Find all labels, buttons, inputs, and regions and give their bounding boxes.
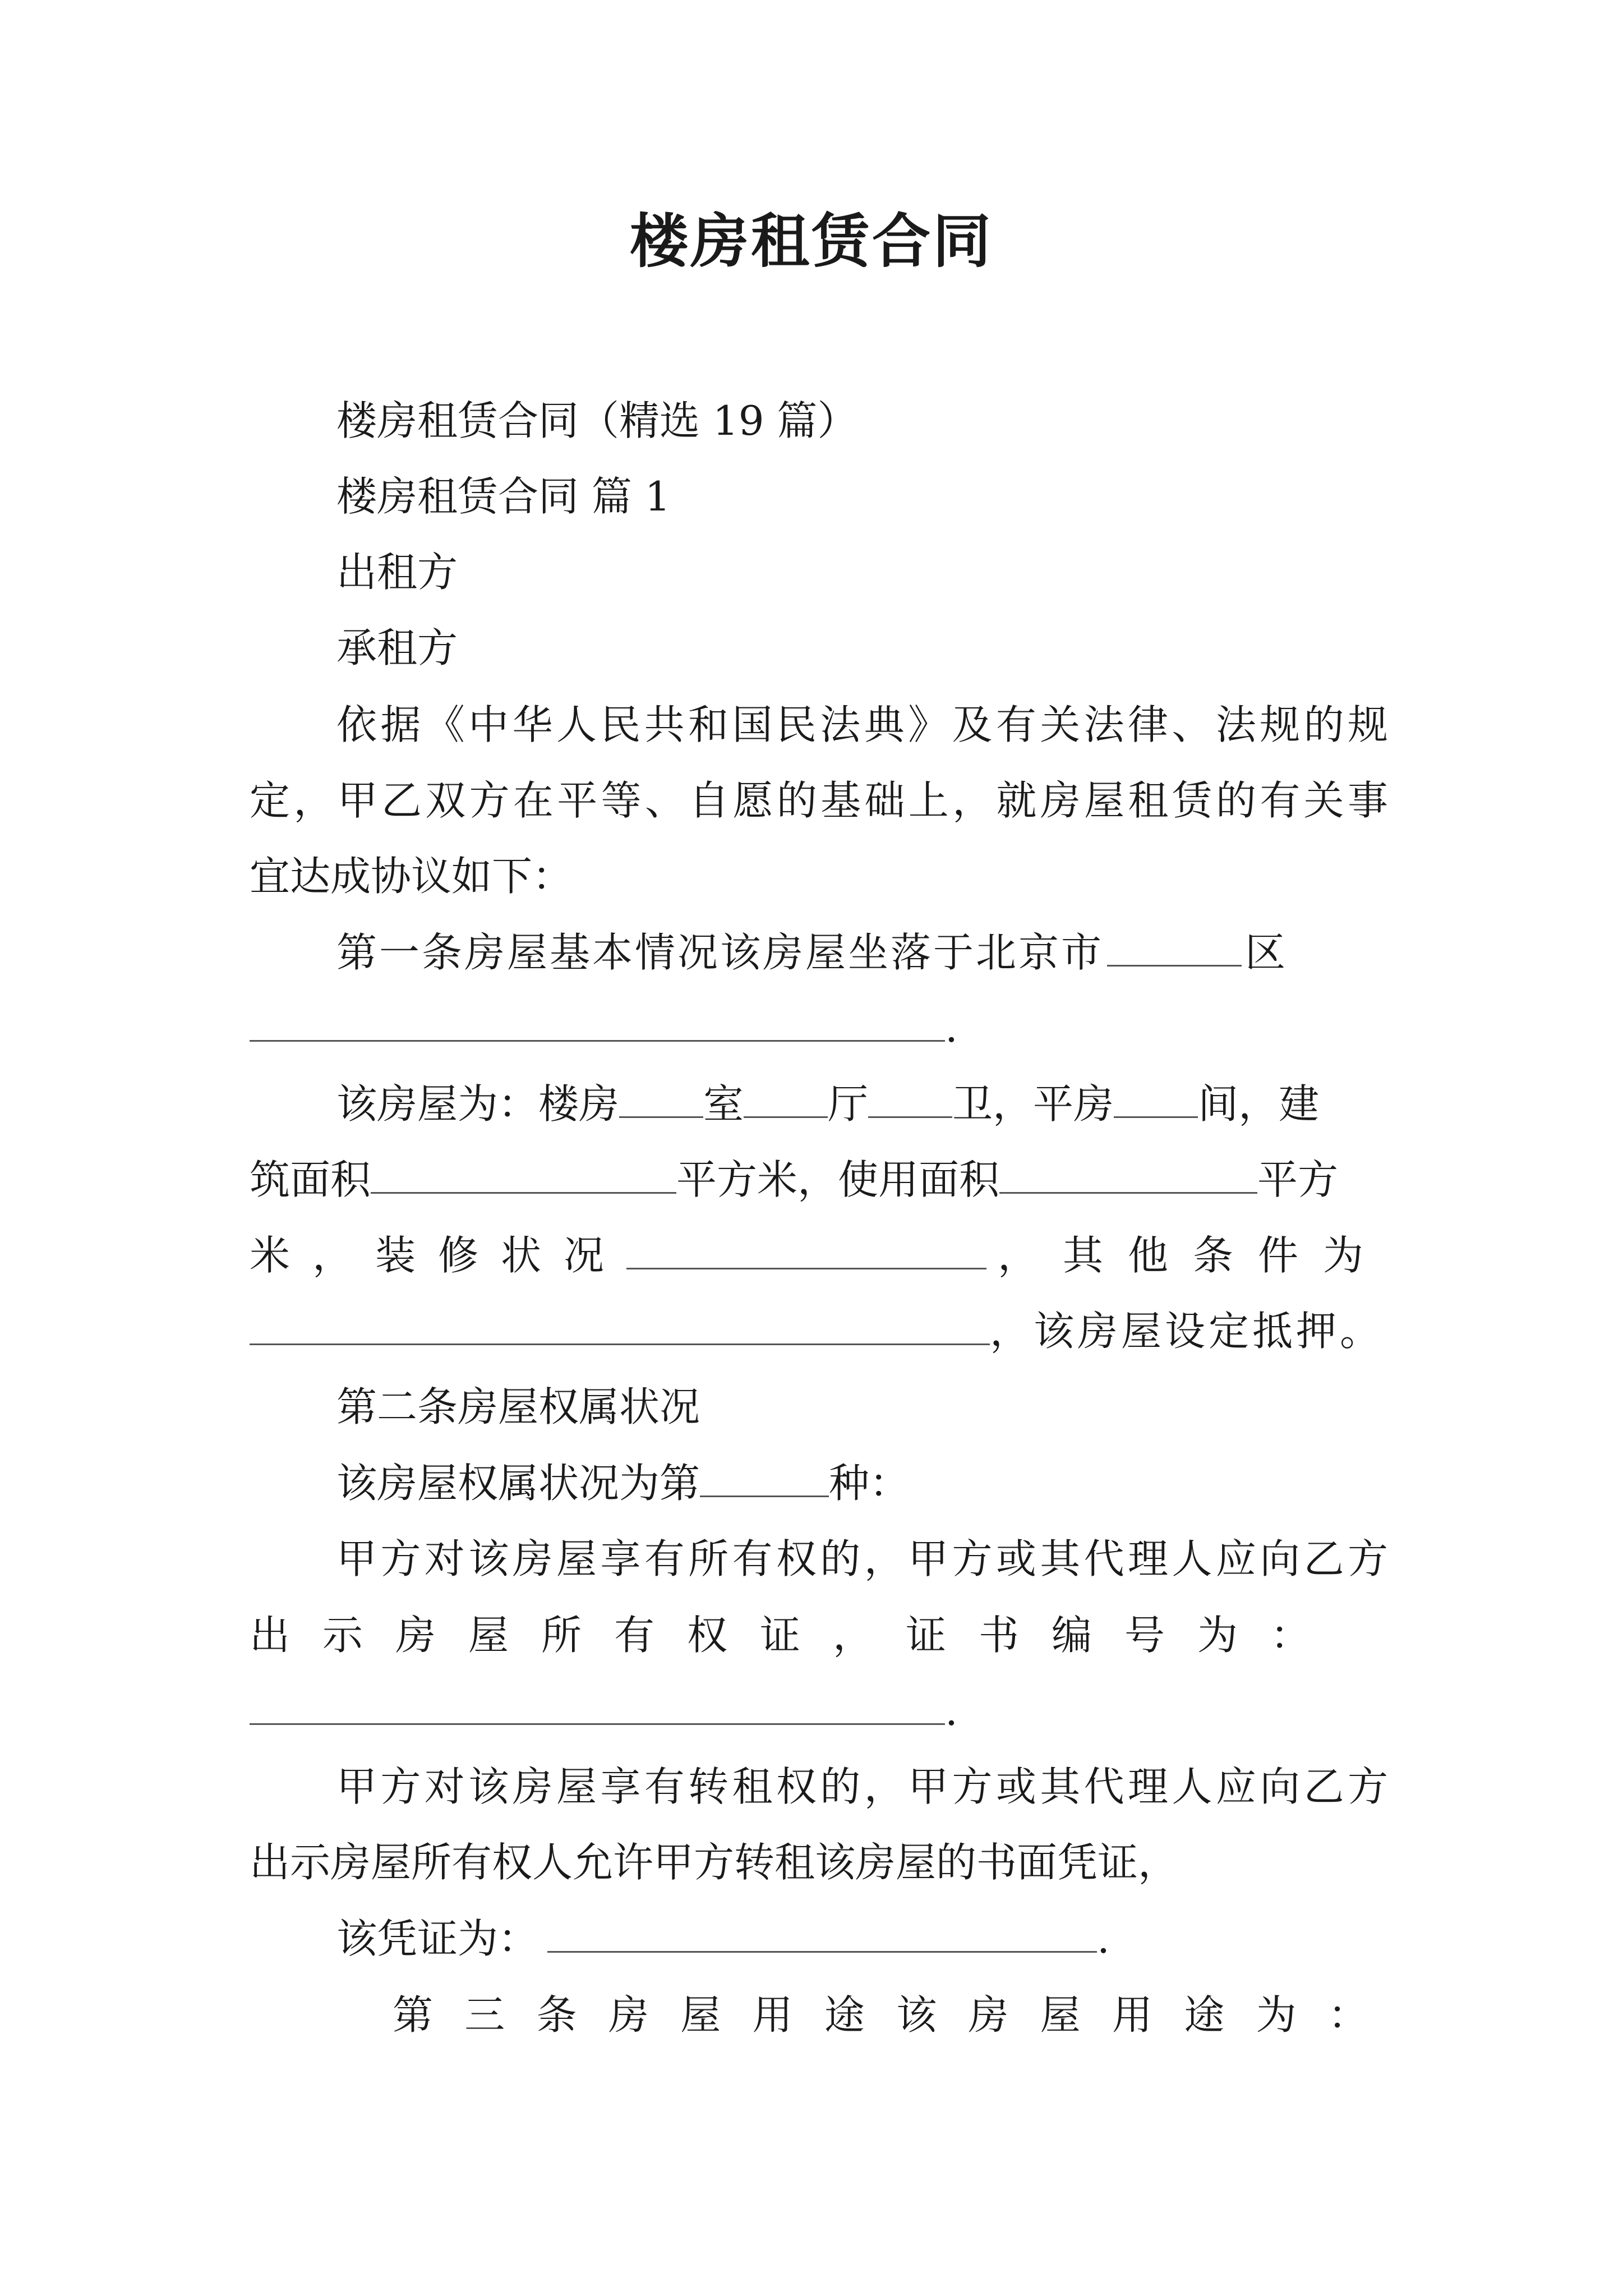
ownership-type-line bbox=[336, 1450, 1475, 1517]
decoration-line bbox=[250, 1222, 1388, 1289]
baths-blank bbox=[868, 1077, 952, 1118]
voucher-blank bbox=[547, 1912, 1097, 1953]
rooms-blank bbox=[619, 1077, 703, 1118]
paragraph-line: 甲方对该房屋享有转租权的，甲方或其代理人应向乙方 bbox=[336, 1763, 1388, 1810]
article-3-char: 屋 bbox=[680, 1991, 721, 2039]
square-meter-label: 平方 bbox=[1257, 1156, 1339, 1203]
building-area-blank bbox=[371, 1153, 676, 1194]
paragraph-line: 依据《中华人民共和国民法典》及有关法律、法规的规 bbox=[336, 701, 1388, 748]
certificate-end-dot: . bbox=[945, 1687, 958, 1734]
ownership-type-blank bbox=[700, 1456, 829, 1497]
article-3-char: 为 bbox=[1256, 1991, 1297, 2039]
article-3-char: 房 bbox=[608, 1991, 649, 2039]
article-3-char: 途 bbox=[824, 1991, 865, 2039]
article-3-char: ： bbox=[1327, 1991, 1368, 2039]
article-3-line bbox=[393, 1981, 1368, 2049]
certificate-number-blank bbox=[250, 1684, 945, 1725]
voucher-line bbox=[336, 1905, 1475, 1972]
article-3-char: 房 bbox=[968, 1991, 1009, 2039]
article-2-heading: 第二条房屋权属状况 bbox=[336, 1383, 700, 1430]
decoration-label: 米，装修状况 bbox=[250, 1232, 627, 1279]
certificate-line bbox=[250, 1602, 1388, 1669]
room-label-building: 该房屋为：楼房 bbox=[336, 1080, 620, 1128]
voucher-end-dot: . bbox=[1097, 1915, 1110, 1962]
paragraph-line: 宜达成协议如下： bbox=[250, 853, 573, 900]
lessee-label: 承租方 bbox=[336, 624, 458, 671]
mortgage-text: ，该房屋设定抵押。 bbox=[990, 1308, 1384, 1355]
address-line bbox=[250, 994, 1388, 1061]
article-1-line bbox=[336, 919, 1388, 986]
section-heading: 楼房租赁合同 篇 1 bbox=[336, 473, 671, 520]
halls-blank bbox=[744, 1077, 828, 1118]
certificate-number-line bbox=[250, 1677, 1388, 1745]
decoration-blank bbox=[626, 1228, 986, 1269]
ownership-type-suffix: 种： bbox=[829, 1460, 910, 1507]
article-3-char: 屋 bbox=[1040, 1991, 1081, 2039]
building-area-label: 筑面积 bbox=[250, 1156, 371, 1203]
paragraph-line: 出示房屋所有权人允许甲方转租该房屋的书面凭证， bbox=[250, 1839, 1179, 1886]
paragraph-line: 定，甲乙双方在平等、自愿的基础上，就房屋租赁的有关事 bbox=[250, 777, 1388, 824]
article-1-text: 第一条房屋基本情况该房屋坐落于北京市 bbox=[336, 929, 1104, 976]
lessor-label: 出租方 bbox=[336, 549, 458, 596]
bath-label: 卫，平房 bbox=[952, 1080, 1114, 1128]
bungalow-rooms-blank bbox=[1114, 1077, 1198, 1118]
article-3-char: 用 bbox=[1112, 1991, 1152, 2039]
paragraph-line: 甲方对该房屋享有所有权的，甲方或其代理人应向乙方 bbox=[336, 1535, 1388, 1582]
article-3-char: 条 bbox=[536, 1991, 577, 2039]
subtitle-line: 楼房租赁合同（精选 19 篇） bbox=[336, 397, 858, 444]
article-3-char: 第 bbox=[393, 1991, 434, 2039]
article-3-char: 用 bbox=[752, 1991, 793, 2039]
address-blank bbox=[250, 1001, 945, 1042]
bungalow-label: 间，建 bbox=[1198, 1080, 1320, 1128]
article-3-char: 途 bbox=[1184, 1991, 1225, 2039]
usable-area-blank bbox=[999, 1153, 1257, 1194]
room-layout-line bbox=[336, 1070, 1388, 1138]
ownership-type-label: 该房屋权属状况为第 bbox=[336, 1460, 700, 1507]
article-3-char: 三 bbox=[464, 1991, 505, 2039]
address-end-dot: . bbox=[945, 1004, 958, 1051]
mortgage-line bbox=[250, 1297, 1388, 1365]
area-line bbox=[250, 1146, 1388, 1213]
voucher-label: 该凭证为： bbox=[336, 1915, 539, 1962]
other-conditions-blank bbox=[250, 1304, 990, 1345]
certificate-label: 出示房屋所有权证，证书编号为： bbox=[250, 1612, 1344, 1659]
document-title: 楼房租赁合同 bbox=[629, 206, 993, 275]
district-label: 区 bbox=[1245, 929, 1286, 976]
other-conditions-label: ，其他条件为 bbox=[997, 1232, 1388, 1279]
hall-label: 厅 bbox=[828, 1080, 869, 1128]
district-blank bbox=[1107, 926, 1242, 967]
usable-area-label: 平方米，使用面积 bbox=[676, 1156, 1000, 1203]
room-label: 室 bbox=[703, 1080, 744, 1128]
article-3-char: 该 bbox=[896, 1991, 937, 2039]
